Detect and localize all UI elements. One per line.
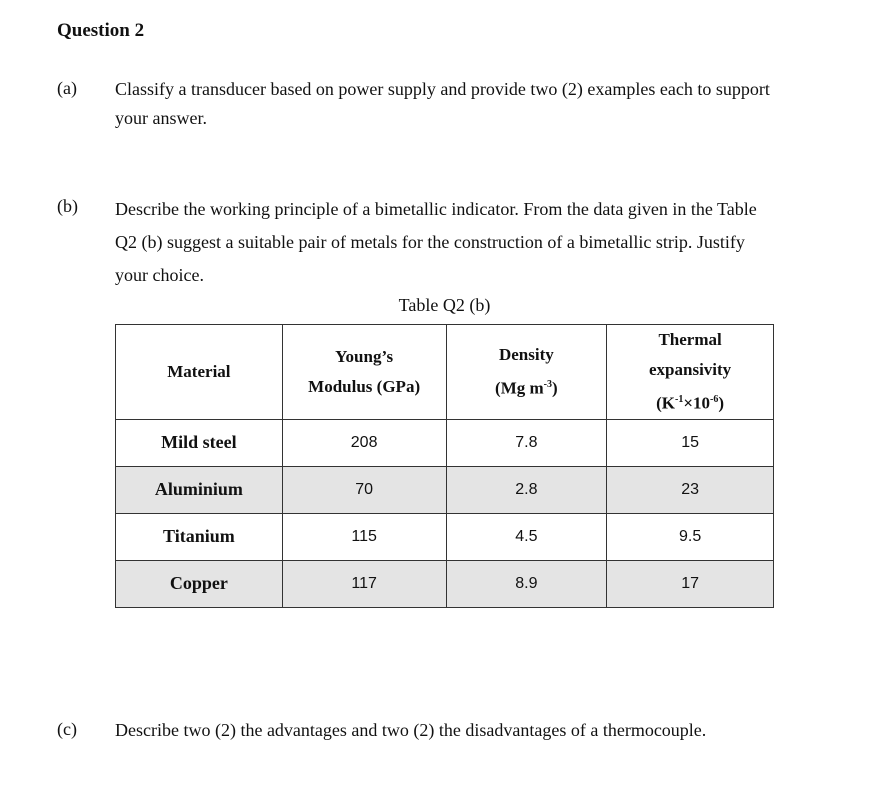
cell-youngs: 208 (282, 419, 446, 466)
part-c-text: Describe two (2) the advantages and two (2) the disadvantages of a thermocouple. (115, 720, 707, 740)
header-youngs-modulus: Young’s Modulus (GPa) (282, 325, 446, 420)
cell-density: 7.8 (446, 419, 607, 466)
cell-thermal: 17 (607, 560, 774, 607)
header-thermal-expansivity: Thermal expansivity $(K^{-1}\times 10^{-6})$ (607, 325, 774, 420)
table-caption: Table Q2 (b) (398, 295, 491, 315)
cell-youngs: 115 (282, 513, 446, 560)
cell-material: Aluminium (116, 466, 283, 513)
cell-thermal: 9.5 (607, 513, 774, 560)
cell-density: 2.8 (446, 466, 607, 513)
table-header-row (116, 325, 774, 420)
table-row (116, 419, 774, 466)
header-material: Material (116, 325, 283, 420)
question-title: Question 2 (57, 20, 145, 41)
cell-material: Mild steel (116, 419, 283, 466)
header-density: Density (Mg $m^{-3}$) (446, 325, 607, 420)
part-a-text: Classify a transducer based on power supply and provide two (2) examples each to support your answer. (115, 79, 770, 128)
table-row (116, 560, 774, 607)
table-row (116, 466, 774, 513)
materials-table (115, 324, 774, 608)
cell-youngs: 117 (282, 560, 446, 607)
cell-material: Copper (116, 560, 283, 607)
part-a-label: (a) (57, 78, 77, 98)
cell-material: Titanium (116, 513, 283, 560)
cell-density: 4.5 (446, 513, 607, 560)
cell-density: 8.9 (446, 560, 607, 607)
part-b-label: (b) (57, 196, 78, 216)
part-b-text: Describe the working principle of a bimetallic indicator. From the data given in the Table Q2 (b) suggest a suitable pair of metals for the construction of a bimetallic strip. Justify your choice. (115, 199, 757, 285)
table-row (116, 513, 774, 560)
cell-youngs: 70 (282, 466, 446, 513)
part-c-label: (c) (57, 719, 77, 739)
cell-thermal: 23 (607, 466, 774, 513)
cell-thermal: 15 (607, 419, 774, 466)
